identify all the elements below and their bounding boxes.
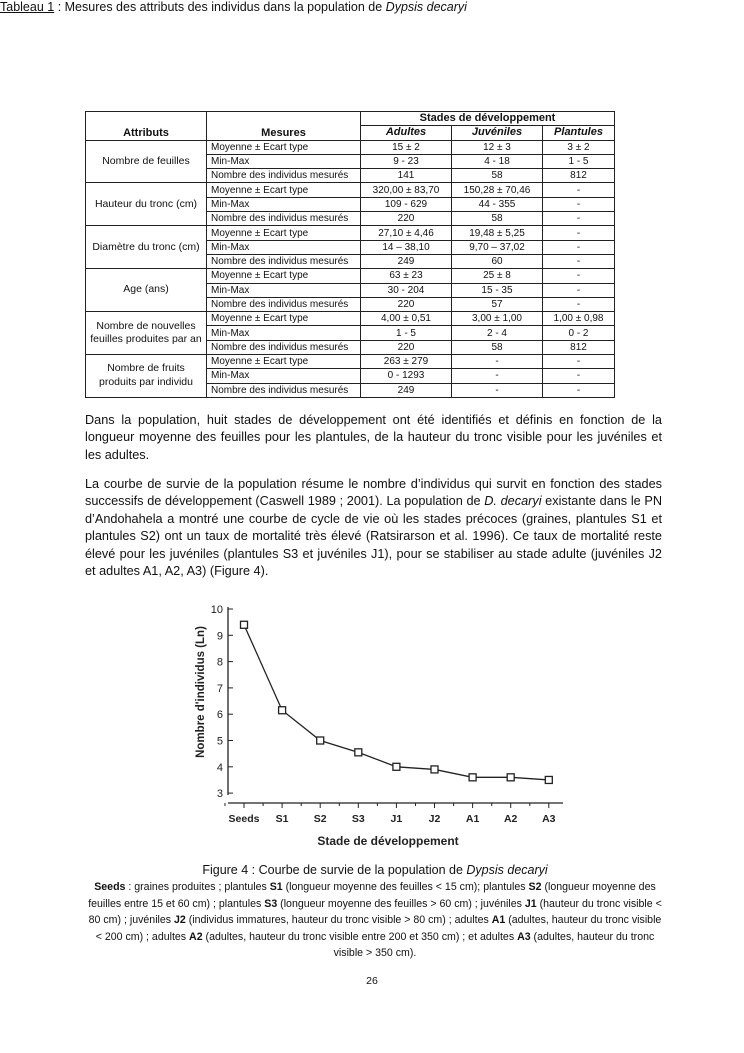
table-title-species: Dypsis decaryi [385,0,467,14]
y-tick-label: 4 [216,761,223,774]
measure-cell: Moyenne ± Ecart type [207,312,361,326]
value-cell: 150,28 ± 70,46 [452,183,543,197]
table-title [0,0,744,14]
value-cell: - [543,383,615,397]
value-cell: 30 - 204 [361,283,452,297]
x-tick-label: S1 [275,813,289,825]
value-cell: - [543,369,615,383]
value-cell: 4 - 18 [452,154,543,168]
table-row [86,312,615,326]
paragraph-stages: Dans la population, huit stades de développement ont été identifiés et définis en fonction de la longueur moyenne des feuilles pour les plantules, de la hauteur du tronc visible pour les juvéniles et les adultes. [85,413,662,462]
value-cell: 15 - 35 [452,283,543,297]
data-point [507,774,514,781]
measure-cell: Nombre des individus mesurés [207,212,361,226]
value-cell: 220 [361,212,452,226]
table-title-text: : Mesures des attributs des individus dans la population de [54,0,386,14]
x-tick-label: J1 [390,813,403,825]
x-tick-label: S3 [351,813,365,825]
value-cell: - [452,355,543,369]
figure-caption [85,862,665,962]
value-cell: 812 [543,169,615,183]
stage-code: A3 [517,930,531,943]
value-cell: 1 - 5 [543,154,615,168]
value-cell: - [543,240,615,254]
y-tick-label: 6 [216,709,223,722]
value-cell: 58 [452,212,543,226]
header-attributs: Attributs [86,112,207,141]
value-cell: - [543,283,615,297]
y-tick-label: 10 [210,604,223,616]
data-point [393,763,400,770]
stage-code: A2 [189,930,203,943]
figure-legend [85,879,665,962]
stage-code: S1 [269,881,283,893]
y-axis-label: Nombre d'individus (Ln) [195,626,207,758]
attribute-cell: Nombre de feuilles [86,140,207,183]
legend-text: (longueur moyenne des feuilles entre 15 et 60 cm) ; plantules [88,881,656,910]
attribute-cell: Nombre de fruits produits par individu [86,355,207,398]
value-cell: 57 [452,297,543,311]
value-cell: 58 [452,169,543,183]
paragraph-text: La courbe de survie de la population résume le nombre d’individus qui survit en fonction des stades successifs de développement (Caswell 1989 ; 2001). La population de [85,477,662,509]
table-row [86,140,615,154]
value-cell: 1 - 5 [361,326,452,340]
legend-text: (adultes, hauteur du tronc visible > 350 cm). [333,930,655,959]
y-tick-label: 5 [216,735,223,748]
value-cell: - [543,212,615,226]
header-mesures: Mesures [207,112,361,141]
measure-cell: Moyenne ± Ecart type [207,355,361,369]
value-cell: 58 [452,340,543,354]
value-cell: 15 ± 2 [361,140,452,154]
attribute-cell: Age (ans) [86,269,207,312]
figure-title [85,862,665,879]
data-point [355,749,362,756]
value-cell: 14 – 38,10 [361,240,452,254]
value-cell: 3 ± 2 [543,140,615,154]
value-cell: 25 ± 8 [452,269,543,283]
legend-text: (adultes, hauteur du tronc visible < 200 cm) ; adultes [95,914,662,943]
header-juveniles: Juvéniles [452,126,543,140]
attribute-cell: Diamètre du tronc (cm) [86,226,207,269]
value-cell: - [543,254,615,268]
x-tick-label: Seeds [228,813,260,825]
value-cell: - [543,269,615,283]
x-tick-label: A3 [542,813,556,825]
measurements-table [85,111,615,398]
value-cell: 109 - 629 [361,197,452,211]
value-cell: - [543,226,615,240]
y-tick-label: 9 [216,630,223,643]
value-cell: 1,00 ± 0,98 [543,312,615,326]
value-cell: 0 - 1293 [361,369,452,383]
measure-cell: Min-Max [207,197,361,211]
y-tick-label: 7 [216,682,223,695]
x-tick-label: J2 [428,813,441,825]
attribute-cell: Nombre de nouvelles feuilles produites par an [86,312,207,355]
measure-cell: Min-Max [207,369,361,383]
value-cell: 3,00 ± 1,00 [452,312,543,326]
legend-text: : graines produites ; plantules [125,881,270,893]
header-plantules: Plantules [543,126,615,140]
species-name: D. decaryi [484,494,542,509]
stage-code: Seeds [94,881,126,893]
legend-text: (longueur moyenne des feuilles > 60 cm) ; juvéniles [277,897,525,910]
paragraph-text: existante dans le PN d’Andohahela a montré une courbe de cycle de vie où les stades précoces (graines, plantules S1 et plantules S2) ont un taux de mortalité très élevé (Ratsirarson et al. 1996). Ce taux de mortalité reste élevé pour les juvéniles (plantules S3 et juvéniles J1), pour se stabiliser au stade adulte (juvéniles J2 et adultes A1, A2, A3) (Figure 4). [85,494,662,579]
table-row [86,269,615,283]
value-cell: 220 [361,297,452,311]
measure-cell: Nombre des individus mesurés [207,254,361,268]
x-tick-label: A2 [503,813,518,825]
value-cell: 812 [543,340,615,354]
data-point [279,707,286,714]
value-cell: 60 [452,254,543,268]
value-cell: 0 - 2 [543,326,615,340]
measure-cell: Min-Max [207,154,361,168]
legend-text: (hauteur du tronc visible < 80 cm) ; juvéniles [88,897,662,926]
value-cell: - [543,355,615,369]
value-cell: 27,10 ± 4,46 [361,226,452,240]
value-cell: 320,00 ± 83,70 [361,183,452,197]
table-label: Tableau 1 [0,0,55,14]
figure-label: Figure 4 : Courbe de survie de la population de [202,863,467,877]
value-cell: 2 - 4 [452,326,543,340]
stage-code: S3 [264,897,278,910]
value-cell: 263 ± 279 [361,355,452,369]
value-cell: - [543,197,615,211]
stage-code: A1 [491,914,506,926]
y-tick-label: 8 [216,656,223,669]
x-tick-label: A1 [465,813,480,825]
data-point [241,621,248,628]
value-cell: 44 - 355 [452,197,543,211]
value-cell: - [452,383,543,397]
data-point [545,776,552,783]
measure-cell: Nombre des individus mesurés [207,383,361,397]
measure-cell: Min-Max [207,240,361,254]
stage-code: J1 [524,897,537,910]
x-axis-label: Stade de développement [317,834,459,848]
page-number: 26 [366,975,378,987]
measure-cell: Nombre des individus mesurés [207,297,361,311]
table-row [86,226,615,240]
legend-text: (adultes, hauteur du tronc visible entre 200 et 350 cm) ; et adultes [202,930,518,943]
survival-curve-chart [185,600,565,850]
stage-code: S2 [528,881,542,893]
value-cell: 249 [361,254,452,268]
measure-cell: Min-Max [207,326,361,340]
data-point [469,774,476,781]
table-row [86,355,615,369]
value-cell: 220 [361,340,452,354]
value-cell: - [543,183,615,197]
measure-cell: Moyenne ± Ecart type [207,269,361,283]
x-tick-label: S2 [313,813,327,825]
header-stades: Stades de développement [361,112,615,126]
value-cell: 4,00 ± 0,51 [361,312,452,326]
value-cell: 9 - 23 [361,154,452,168]
measure-cell: Moyenne ± Ecart type [207,226,361,240]
measure-cell: Min-Max [207,283,361,297]
paragraph-survival [85,476,662,580]
value-cell: 19,48 ± 5,25 [452,226,543,240]
value-cell: 63 ± 23 [361,269,452,283]
y-tick-label: 3 [216,788,223,801]
value-cell: - [452,369,543,383]
value-cell: 249 [361,383,452,397]
stage-code: J2 [174,914,186,926]
legend-text: (individus immatures, hauteur du tronc visible > 80 cm) ; adultes [185,914,492,926]
measure-cell: Nombre des individus mesurés [207,169,361,183]
figure-species: Dypsis decaryi [466,863,548,877]
measure-cell: Nombre des individus mesurés [207,340,361,354]
value-cell: - [543,297,615,311]
survival-line [244,625,549,780]
table-row [86,183,615,197]
value-cell: 12 ± 3 [452,140,543,154]
header-adultes: Adultes [361,126,452,140]
measure-cell: Moyenne ± Ecart type [207,140,361,154]
measure-cell: Moyenne ± Ecart type [207,183,361,197]
data-point [317,737,324,744]
legend-text: (longueur moyenne des feuilles < 15 cm); plantules [282,881,529,893]
value-cell: 9,70 – 37,02 [452,240,543,254]
data-point [431,766,438,773]
attribute-cell: Hauteur du tronc (cm) [86,183,207,226]
value-cell: 141 [361,169,452,183]
